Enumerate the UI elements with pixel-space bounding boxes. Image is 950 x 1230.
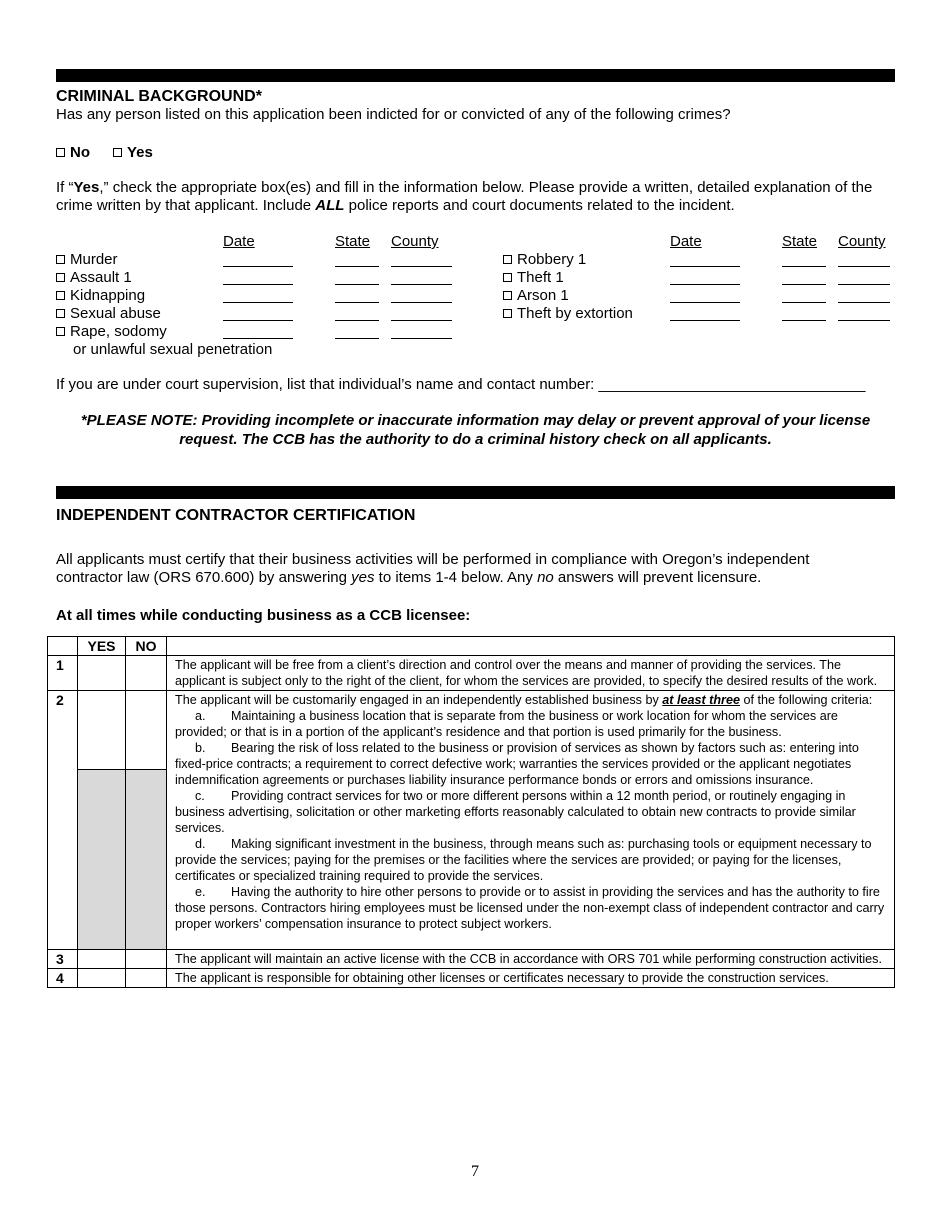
date-field[interactable]: [670, 320, 740, 321]
date-field[interactable]: [223, 284, 293, 285]
right-state-header: State: [782, 233, 818, 250]
criterion-letter: b.: [195, 741, 206, 755]
yes-checkbox[interactable]: [113, 148, 122, 157]
intro-mid: to items 1-4 below. Any: [374, 569, 538, 586]
yes-cell[interactable]: [78, 691, 126, 950]
instr-mid: ,” check the appropriate box(es) and fill in the information below. Please provide a written, detailed explanation of the crime written by that applicant. Include: [56, 179, 873, 214]
table-row: [48, 950, 895, 969]
item-number: 2: [48, 691, 78, 950]
county-field[interactable]: [838, 284, 890, 285]
num-header: [48, 637, 78, 656]
robbery-checkbox[interactable]: [503, 255, 512, 264]
yes-cell[interactable]: [78, 950, 126, 969]
please-note-line1: *PLEASE NOTE: Providing incomplete or inaccurate information may delay or prevent approval of your license: [80, 412, 871, 429]
item-text: The applicant will be free from a client’s direction and control over the means and manner of providing the services. The applicant is subject only to the right of the client, for whom the services are provided, to specify the desired results of the work.: [167, 656, 895, 691]
please-note-line2: request. The CCB has the authority to do a criminal history check on all applicants.: [179, 431, 772, 448]
theft-checkbox[interactable]: [503, 273, 512, 282]
item-text: [167, 691, 895, 950]
table-header-row: [48, 637, 895, 656]
date-field[interactable]: [223, 320, 293, 321]
criterion-b: [175, 740, 886, 788]
item-number: 3: [48, 950, 78, 969]
no-option[interactable]: [56, 144, 90, 162]
criterion-letter: e.: [195, 885, 206, 899]
county-field[interactable]: [391, 302, 452, 303]
criterion-text: Bearing the risk of loss related to the business or provision of services as shown by factors such as: entering into fixed-price contracts; a requirement to correct defective work; warranties the services provided or the applicant negotiates indemnification agreements or purchases liability insurance performance bonds or errors and omissions insurance.: [175, 741, 859, 787]
crime-label: Theft 1: [517, 269, 564, 286]
criterion-a: [175, 708, 886, 740]
crime-label: Theft by extortion: [517, 305, 633, 322]
crime-assault[interactable]: [56, 269, 132, 287]
kidnapping-checkbox[interactable]: [56, 291, 65, 300]
intro-no: no: [537, 569, 554, 586]
left-state-header: State: [335, 233, 371, 250]
crime-robbery[interactable]: [503, 251, 586, 269]
crime-label: Sexual abuse: [70, 305, 161, 322]
instr-all: ALL: [315, 197, 345, 214]
state-field[interactable]: [782, 320, 826, 321]
rape-checkbox[interactable]: [56, 327, 65, 336]
date-field[interactable]: [670, 266, 740, 267]
crime-label: Murder: [70, 251, 118, 268]
criminal-instructions: [56, 179, 896, 215]
no-checkbox[interactable]: [56, 148, 65, 157]
criminal-background-title: CRIMINAL BACKGROUND*: [56, 88, 262, 105]
no-cell[interactable]: [126, 656, 167, 691]
crime-arson[interactable]: [503, 287, 569, 305]
right-county-header: County: [838, 233, 886, 250]
instr-yes: Yes: [73, 179, 100, 196]
no-header: NO: [126, 637, 167, 656]
no-cell[interactable]: [126, 950, 167, 969]
county-field[interactable]: [838, 320, 890, 321]
item-text: The applicant will maintain an active license with the CCB in accordance with ORS 701 while performing construction activities.: [167, 950, 895, 969]
crime-theft[interactable]: [503, 269, 564, 287]
crime-label: Kidnapping: [70, 287, 146, 304]
yes-option[interactable]: [113, 144, 153, 162]
theft-extortion-checkbox[interactable]: [503, 309, 512, 318]
certification-table: [47, 636, 895, 988]
date-field[interactable]: [670, 284, 740, 285]
date-field[interactable]: [670, 302, 740, 303]
table-row: [48, 691, 895, 950]
intro-yes: yes: [351, 569, 375, 586]
crime-label: Robbery 1: [517, 251, 587, 268]
page-number: 7: [471, 1163, 479, 1180]
no-label: No: [70, 144, 90, 161]
item2-intro-pre: The applicant will be customarily engaged in an independently established business by: [175, 693, 663, 707]
crime-label: Assault 1: [70, 269, 132, 286]
date-field[interactable]: [223, 302, 293, 303]
yes-header: YES: [78, 637, 126, 656]
intro-post: answers will prevent licensure.: [553, 569, 762, 586]
state-field[interactable]: [335, 284, 379, 285]
criterion-letter: d.: [195, 837, 206, 851]
state-field[interactable]: [782, 266, 826, 267]
crime-murder[interactable]: [56, 251, 118, 269]
left-date-header: Date: [223, 233, 255, 250]
text-header: [167, 637, 895, 656]
right-date-header: Date: [670, 233, 702, 250]
county-field[interactable]: [391, 284, 452, 285]
yes-label: Yes: [127, 144, 153, 161]
item-number: 4: [48, 969, 78, 988]
state-field[interactable]: [335, 338, 379, 339]
contractor-title: INDEPENDENT CONTRACTOR CERTIFICATION: [56, 507, 416, 524]
arson-checkbox[interactable]: [503, 291, 512, 300]
court-supervision-line[interactable]: If you are under court supervision, list that individual’s name and contact number: ________________________________: [56, 376, 866, 393]
criterion-text: Maintaining a business location that is separate from the business or work location for whom the services are provided; or that is in a portion of the applicant’s residence and that portion is used primarily for the business.: [175, 709, 838, 739]
contractor-subheading: At all times while conducting business as a CCB licensee:: [56, 607, 471, 624]
criminal-question: Has any person listed on this application been indicted for or convicted of any of the following crimes?: [56, 106, 731, 123]
county-field[interactable]: [391, 320, 452, 321]
instr-pre: If “: [56, 179, 74, 196]
state-field[interactable]: [335, 302, 379, 303]
criterion-d: [175, 836, 886, 884]
county-field[interactable]: [391, 338, 452, 339]
murder-checkbox[interactable]: [56, 255, 65, 264]
assault-checkbox[interactable]: [56, 273, 65, 282]
crime-rape-continuation: or unlawful sexual penetration: [73, 341, 273, 358]
criterion-letter: c.: [195, 789, 205, 803]
date-field[interactable]: [223, 266, 293, 267]
item2-intro-em: at least three: [662, 693, 740, 707]
sexual-abuse-checkbox[interactable]: [56, 309, 65, 318]
table-row: [48, 969, 895, 988]
state-field[interactable]: [782, 284, 826, 285]
criterion-text: Having the authority to hire other persons to provide or to assist in providing the services and has the authority to fire those persons. Contractors hiring employees must be licensed under the non-exempt class of independent contractor and carry proper workers’ compensation insurance to protect subject workers.: [175, 885, 885, 931]
crime-kidnapping[interactable]: [56, 287, 145, 305]
shaded-area: [78, 769, 125, 949]
crime-label: Arson 1: [517, 287, 569, 304]
contractor-intro: [56, 551, 856, 587]
instr-post: police reports and court documents related to the incident.: [344, 197, 735, 214]
county-field[interactable]: [391, 266, 452, 267]
criterion-text: Making significant investment in the business, through means such as: purchasing tools or equipment necessary to provide the services; paying for the premises or the facilities where the services are provided; or paying for the licenses, certificates or specialized training required to provide the services.: [175, 837, 872, 883]
yes-cell[interactable]: [78, 656, 126, 691]
item2-intro-post: of the following criteria:: [739, 693, 873, 707]
state-field[interactable]: [335, 266, 379, 267]
section-divider-middle: [56, 486, 895, 499]
item-text: The applicant is responsible for obtaining other licenses or certificates necessary to provide the construction services.: [167, 969, 895, 988]
shaded-area: [126, 769, 166, 949]
intro-pre: All applicants must certify that their business activities will be performed in compliance with Oregon’s independent contractor law (ORS 670.600) by answering: [56, 551, 810, 586]
criterion-c: [175, 788, 886, 836]
criterion-text: Providing contract services for two or more different persons within a 12 month period, or routinely engaging in business advertising, solicitation or other marketing efforts reasonably calculated to obtain new contracts to provide similar services.: [175, 789, 856, 835]
county-field[interactable]: [838, 266, 890, 267]
crime-theft-extortion[interactable]: [503, 305, 633, 323]
criterion-e: [175, 884, 886, 932]
no-cell[interactable]: [126, 691, 167, 950]
county-field[interactable]: [838, 302, 890, 303]
state-field[interactable]: [335, 320, 379, 321]
crime-rape[interactable]: [56, 323, 167, 341]
yes-cell[interactable]: [78, 969, 126, 988]
date-field[interactable]: [223, 338, 293, 339]
no-cell[interactable]: [126, 969, 167, 988]
left-county-header: County: [391, 233, 439, 250]
criterion-letter: a.: [195, 709, 206, 723]
table-row: [48, 656, 895, 691]
crime-sexual-abuse[interactable]: [56, 305, 161, 323]
section-divider-top: [56, 69, 895, 82]
state-field[interactable]: [782, 302, 826, 303]
crime-label: Rape, sodomy: [70, 323, 167, 340]
item-number: 1: [48, 656, 78, 691]
